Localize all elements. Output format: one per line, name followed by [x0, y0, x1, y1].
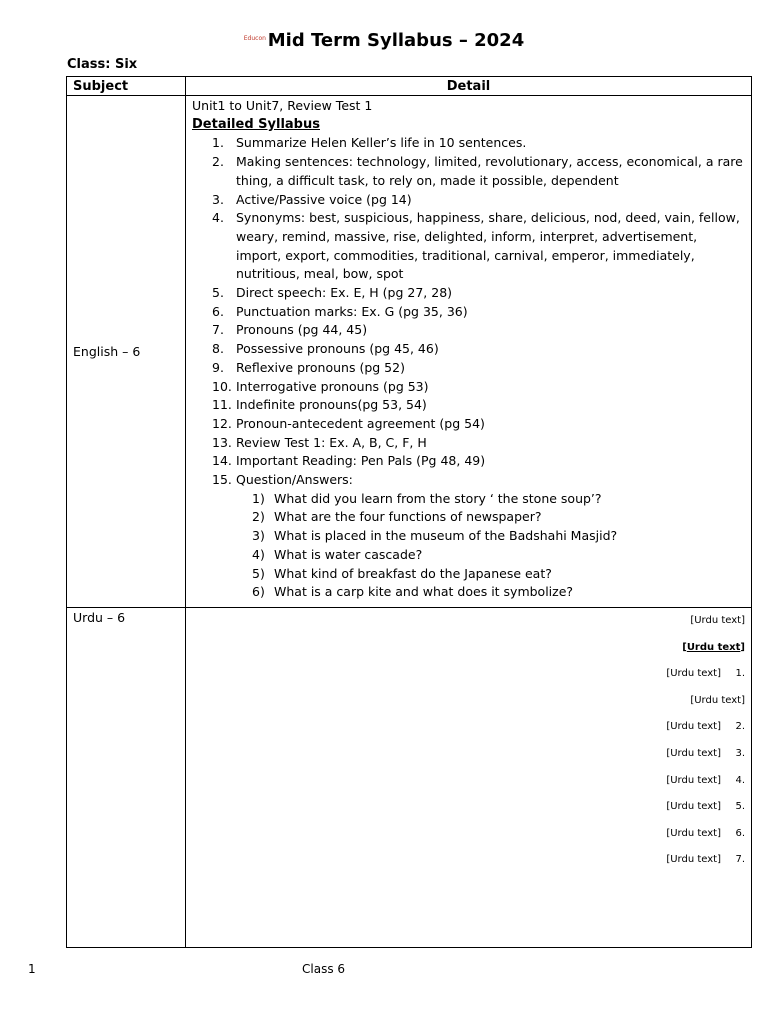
- list-item: 8. Possessive pronouns (pg 45, 46): [212, 341, 439, 357]
- english-intro: Unit1 to Unit7, Review Test 1: [192, 98, 373, 113]
- list-item: 9. Reflexive pronouns (pg 52): [212, 359, 405, 375]
- list-item: 6. Punctuation marks: Ex. G (pg 35, 36): [212, 303, 468, 319]
- urdu-intro: [Urdu text]: [690, 615, 745, 626]
- list-item: 13. Review Test 1: Ex. A, B, C, F, H: [212, 434, 427, 450]
- english-detail-cell: [186, 96, 752, 608]
- english-subject-cell: English – 6: [67, 96, 186, 608]
- urdu-subject-cell: Urdu – 6: [67, 608, 186, 948]
- list-item: 5. Direct speech: Ex. E, H (pg 27, 28): [212, 285, 453, 301]
- question-item: 2) What are the four functions of newspaper?: [252, 509, 542, 525]
- detail-column-header: Detail: [186, 77, 752, 96]
- list-item: 12. Pronoun-antecedent agreement (pg 54): [212, 415, 485, 431]
- list-item: .7 [Urdu text]: [666, 854, 745, 866]
- list-item: 14. Important Reading: Pen Pals (Pg 48, 49): [212, 453, 486, 469]
- english-question-list: [192, 490, 745, 602]
- question-item: 3) What is placed in the museum of the Badshahi Masjid?: [252, 528, 618, 544]
- english-topic-list: [192, 134, 745, 489]
- page-header: [0, 30, 768, 51]
- list-item: .1 [Urdu text]: [666, 668, 745, 680]
- class-label: Class: Six: [67, 57, 138, 72]
- list-item: 10. Interrogative pronouns (pg 53): [212, 378, 429, 394]
- table-header-row: [67, 77, 752, 96]
- list-item: 15. Question/Answers:: [212, 472, 353, 488]
- list-item: 1. Summarize Helen Keller’s life in 10 sentences.: [212, 135, 527, 151]
- footer-class-text: Class 6: [302, 962, 346, 976]
- question-item: 1) What did you learn from the story ‘ the stone soup’?: [252, 490, 602, 506]
- english-detailed-heading: Detailed Syllabus: [192, 116, 320, 132]
- list-item: .3 [Urdu text]: [666, 747, 745, 759]
- urdu-detail-cell: [186, 608, 752, 948]
- school-logo: Educon: [243, 34, 266, 42]
- syllabus-table: [66, 76, 752, 948]
- list-item: 7. Pronouns (pg 44, 45): [212, 322, 368, 338]
- list-item: 3. Active/Passive voice (pg 14): [212, 191, 412, 207]
- list-item: .2 [Urdu text]: [666, 721, 745, 733]
- list-item: .6 [Urdu text]: [666, 827, 745, 839]
- question-item: 4) What is water cascade?: [252, 546, 423, 562]
- question-item: 6) What is a carp kite and what does it symbolize?: [252, 584, 574, 600]
- urdu-row: [67, 608, 752, 948]
- english-row: [67, 96, 752, 608]
- list-item: .5 [Urdu text]: [666, 801, 745, 813]
- list-item: .4 [Urdu text]: [666, 774, 745, 786]
- list-item: 4. Synonyms: best, suspicious, happiness, share, delicious, nod, deed, vain, fellow, weary, remind, massive, rise, delighted, inform, interpret, advertisement, import, export, commodities, traditional, carnival, emperor, immediately, nutritious, meal, bow, spot: [212, 210, 740, 282]
- page-number: 1: [28, 962, 36, 976]
- subject-column-header: Subject: [67, 77, 186, 96]
- list-item: 2. Making sentences: technology, limited, revolutionary, access, economical, a rare thing, a difficult task, to rely on, made it possible, dependent: [212, 154, 743, 188]
- page-title: Mid Term Syllabus – 2024: [267, 30, 525, 51]
- list-item: 11. Indefinite pronouns(pg 53, 54): [212, 397, 427, 413]
- urdu-detailed-heading: [Urdu text]: [682, 641, 745, 653]
- list-item: [Urdu text]: [690, 694, 745, 706]
- question-item: 5) What kind of breakfast do the Japanese eat?: [252, 565, 552, 581]
